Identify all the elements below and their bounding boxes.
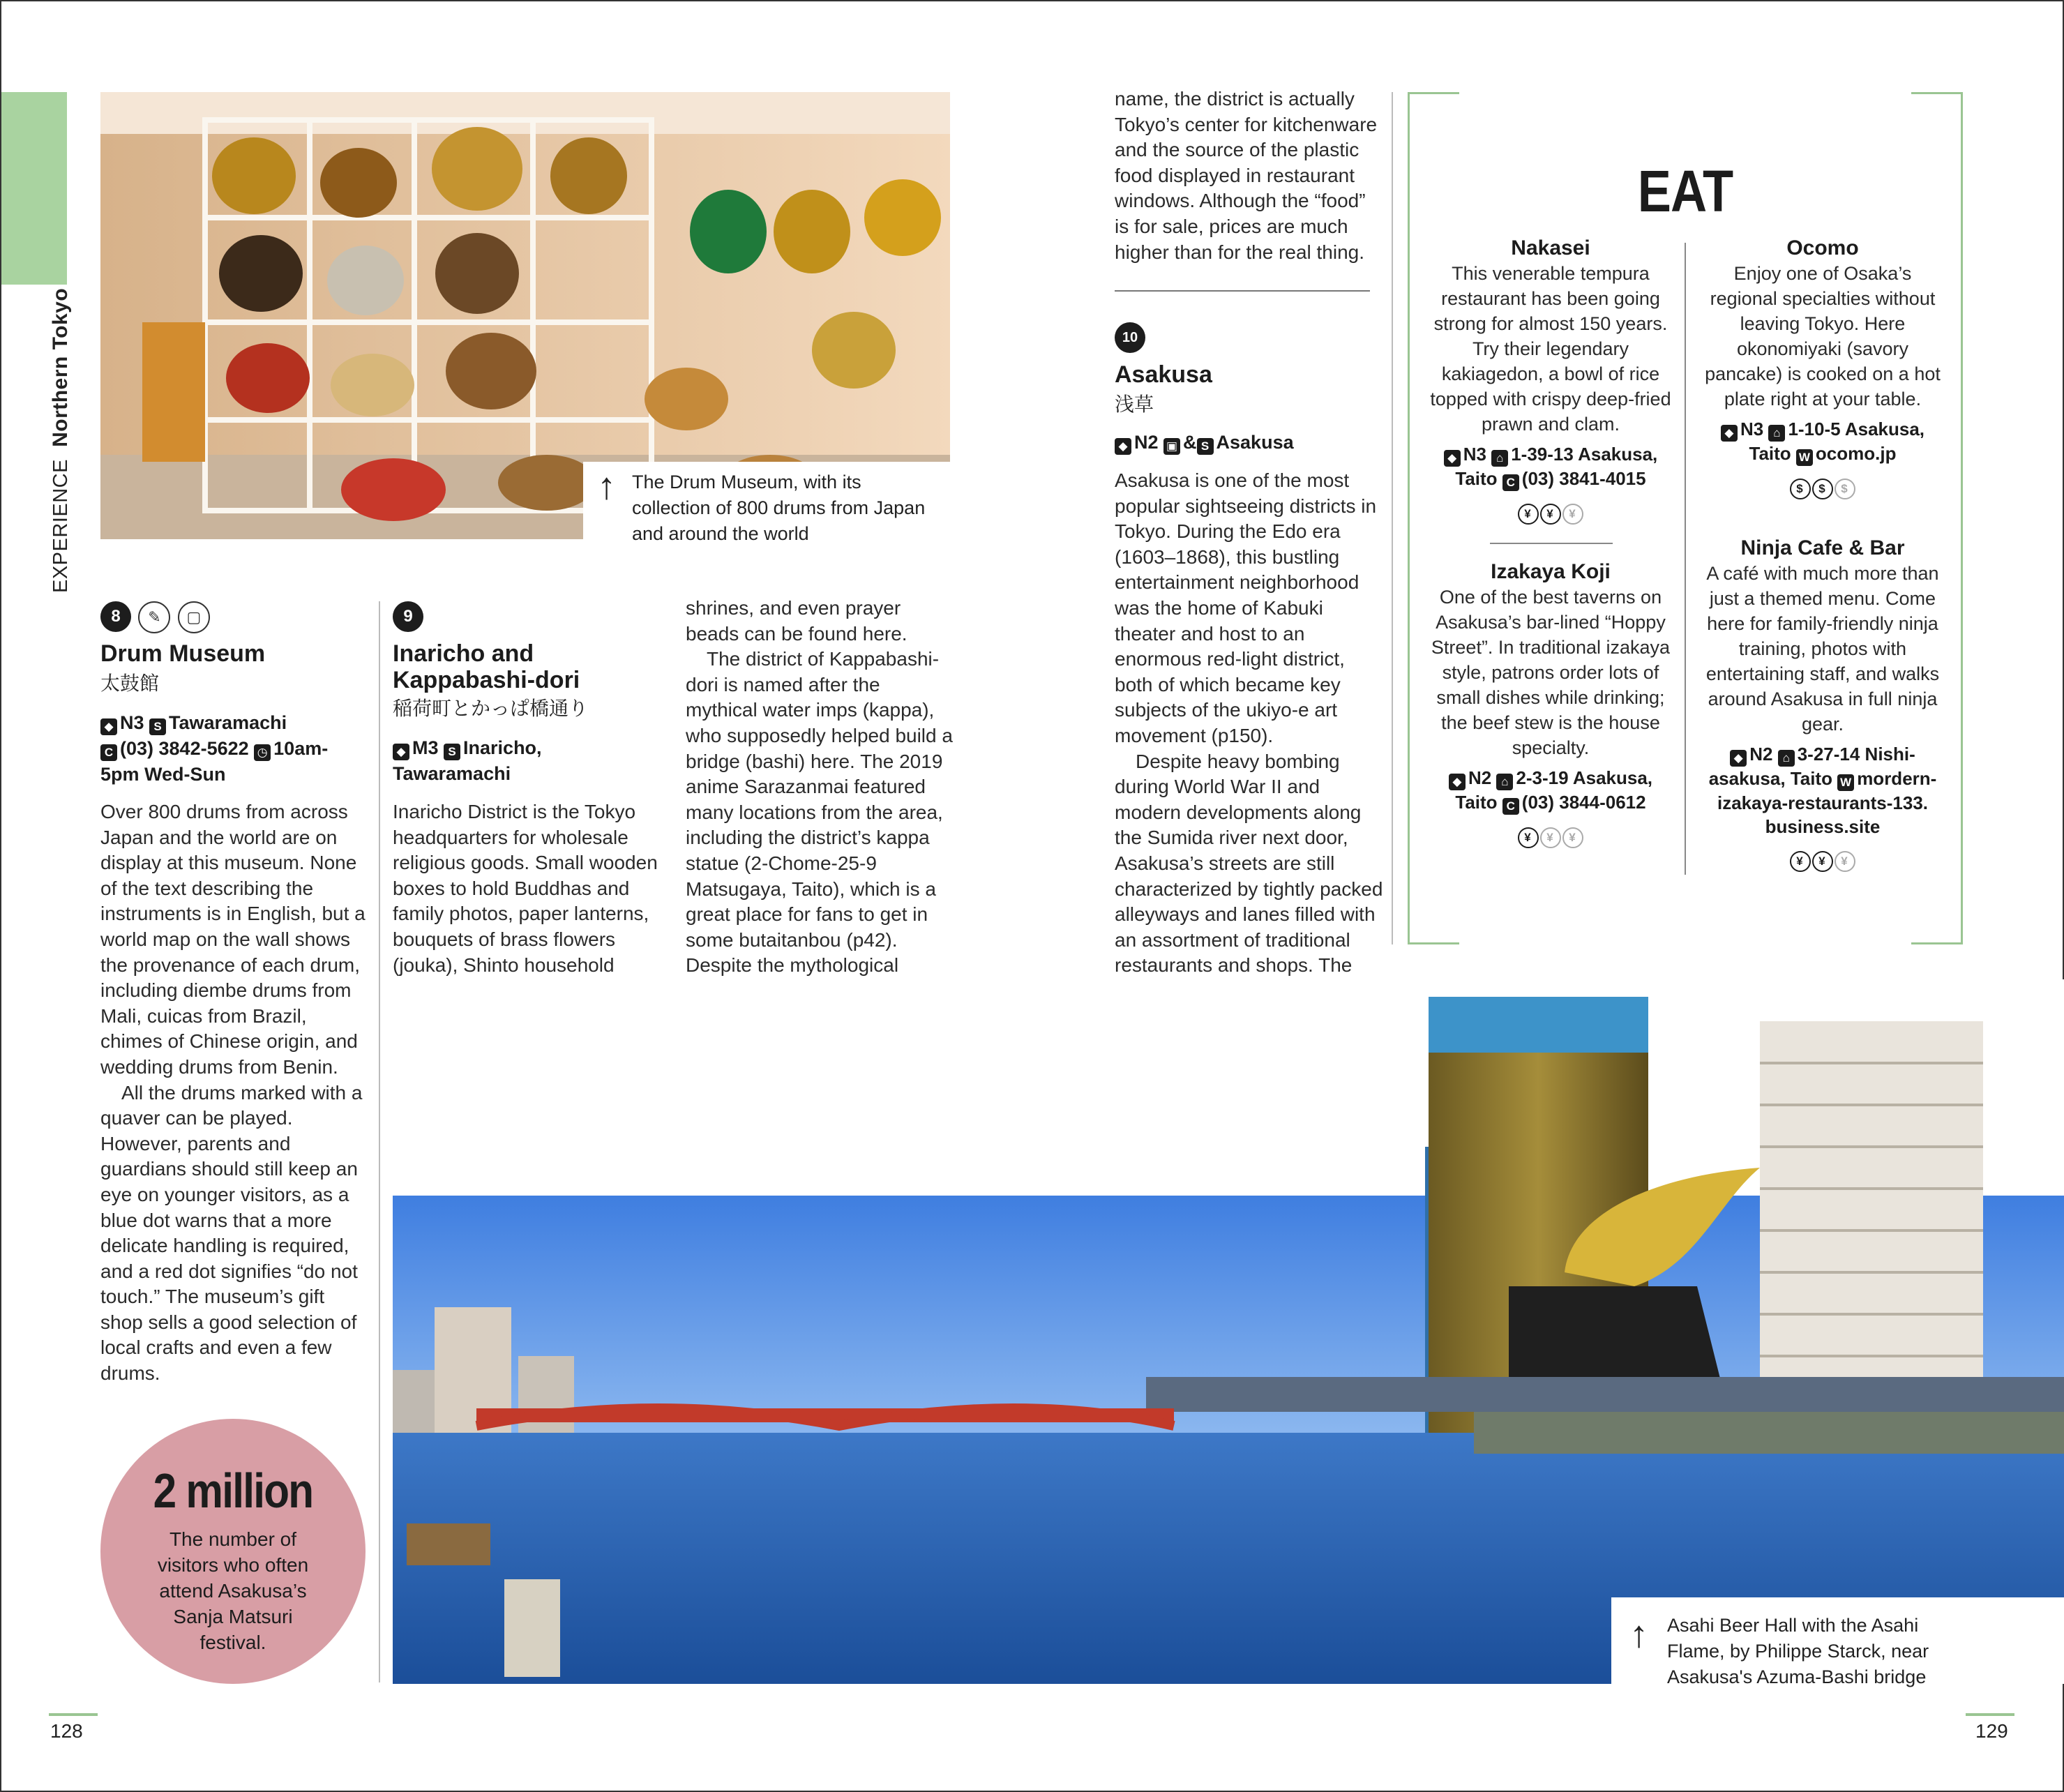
frame-tr <box>1911 92 1963 94</box>
entry-japanese: 太鼓館 <box>100 672 160 694</box>
address-icon: ⌂ <box>1768 425 1785 442</box>
restaurant-desc: Enjoy one of Osaka’s regional specialties without leaving Tokyo. Here okonomiyaki (savory pancake) is cooked on a hot plate right at your table. <box>1705 263 1941 409</box>
phone-icon: C <box>1502 474 1519 491</box>
map-ref: N3 <box>1463 444 1486 465</box>
paragraph: name, the district is actually Tokyo’s center for kitchenware and the source of the plastic food displayed in restaurant windows. Although the “food” is for sale, prices are much higher than for the real thing. <box>1115 88 1378 263</box>
hours-end: 5pm Wed-Sun <box>100 764 226 785</box>
website[interactable]: ocomo.jp <box>1815 443 1897 464</box>
ward: Taito <box>1749 443 1791 464</box>
restaurant-desc: One of the best taverns on Asakusa’s bar-lined “Hoppy Street”. In traditional izakaya style, patrons order lots of small dishes while drinking; the beef stew is the house specialty. <box>1431 587 1671 758</box>
map-pin-icon: ◆ <box>1721 425 1738 442</box>
stat-value: 2 million <box>153 1463 313 1518</box>
entry-number: 10 <box>1115 322 1145 353</box>
stat-circle <box>100 1419 366 1684</box>
restaurant-ocomo <box>1701 236 1945 499</box>
entry-title: Drum Museum <box>100 640 266 667</box>
map-pin-icon: ◆ <box>1115 438 1131 455</box>
section-rule <box>1115 290 1370 292</box>
page-rule-left <box>49 1713 98 1716</box>
price-rating <box>1701 848 1945 872</box>
entry-10-header <box>1115 322 1145 353</box>
restaurant-izakaya-koji <box>1429 559 1673 848</box>
price-on: ¥ <box>1812 851 1833 872</box>
drum-caption: The Drum Museum, with its collection of 800 drums from Japan and around the world <box>632 472 926 544</box>
frame-tl <box>1408 92 1459 94</box>
price-rating <box>1429 501 1673 525</box>
map-pin-icon: ◆ <box>1730 750 1747 767</box>
entry-title: Asakusa <box>1115 361 1212 388</box>
map-pin-icon: ◆ <box>1444 450 1461 467</box>
entry-number: 8 <box>100 601 131 632</box>
restaurant-nakasei <box>1429 236 1673 525</box>
entry-info <box>1115 430 1387 455</box>
restaurant-ninja-cafe <box>1701 536 1945 872</box>
website[interactable]: mordern- <box>1857 768 1937 789</box>
paragraph: Over 800 drums from across Japan and the world are on display at this museum. None of the text describing the instruments is in English, but a world map on the wall shows the provenance of each drum, including diembe drums from Mali, cuicas from Brazil, chimes of Chinese origin, and wedding drums from Benin. <box>100 801 366 1078</box>
frame-bl <box>1408 942 1459 944</box>
station: Tawaramachi <box>169 712 287 733</box>
paragraph: All the drums marked with a quaver can be played. However, parents and guardians should still keep an eye on younger visitors, as a blue dot warns that a more delicate handling is required, and a red dot signifies “do not touch.” The museum’s gift shop sells a good selection of local crafts and even a few drums. <box>100 1081 363 1385</box>
address-cont: asakusa, Taito <box>1708 768 1832 789</box>
eat-divider <box>1685 243 1686 875</box>
address: 2-3-19 Asakusa, <box>1516 767 1653 788</box>
restaurant-desc: This venerable tempura restaurant has been going strong for almost 150 years. Try their legendary kakiagedon, a bowl of rice topped with crispy deep-fried prawn and clam. <box>1430 263 1671 435</box>
entry-9-body-col2 <box>686 596 954 979</box>
page-number-left: 128 <box>50 1720 83 1742</box>
subway-icon: S <box>1197 438 1214 455</box>
subway-icon: S <box>444 744 460 760</box>
paragraph: Asakusa is one of the most popular sightseeing districts in Tokyo. During the Edo era (1603–1868), this bustling entertainment neighborhood was the home of Kabuki theater and host to an enormous red-light district, both of which became key subjects of the ukiyo-e art movement (p150). <box>1115 469 1377 746</box>
entry-9-body-col3 <box>1115 86 1383 265</box>
entry-info <box>393 735 665 787</box>
phone: (03) 3844-0612 <box>1521 792 1646 813</box>
price-rating <box>1701 476 1945 499</box>
train-icon: ▣ <box>1163 438 1180 455</box>
frame-left <box>1408 92 1410 944</box>
address: 1-10-5 Asakusa, <box>1788 419 1925 439</box>
station: Asakusa <box>1216 432 1294 453</box>
web-icon: W <box>1837 774 1854 791</box>
region-label: Northern Tokyo <box>49 287 72 447</box>
station: Tawaramachi <box>393 763 511 784</box>
map-pin-icon: ◆ <box>1449 774 1466 790</box>
ward: Taito <box>1455 468 1498 489</box>
restaurant-info <box>1429 766 1673 815</box>
restaurant-name: Ocomo <box>1786 236 1859 259</box>
price-off: ¥ <box>1562 827 1583 848</box>
paragraph: The district of Kappabashi-dori is named after the mythical water imps (kappa), who supposedly helped build a bridge (bashi) here. The 2019 anime Sarazanmai featured many locations from the area, including the district’s kappa statue (2-Chome-25-9 Matsugaya, Taito), which is a great place for fans to get in some butaitanbou (p42). Despite the mythological <box>686 648 953 977</box>
subway-icon: S <box>149 718 166 735</box>
entry-8-header <box>100 601 210 633</box>
price-on: $ <box>1790 479 1811 499</box>
section-label: EXPERIENCE <box>50 459 72 593</box>
ticket-icon: ✎ <box>138 601 170 633</box>
map-ref: M3 <box>412 737 439 758</box>
paragraph: Despite heavy bombing during World War II and modern developments along the Sumida river next door, Asakusa’s streets are still characterized by tightly packed alleyways and lanes filled with an assortment of traditional restaurants and shops. The <box>1115 750 1383 977</box>
restaurant-info <box>1701 417 1945 466</box>
price-on: ¥ <box>1790 851 1811 872</box>
restaurant-name: Izakaya Koji <box>1491 560 1611 583</box>
frame-right <box>1961 92 1963 944</box>
price-on: ¥ <box>1518 827 1539 848</box>
address-icon: ⌂ <box>1491 450 1508 467</box>
map-ref: N2 <box>1134 432 1159 453</box>
entry-8-body <box>100 799 366 1387</box>
hours-start: 10am- <box>273 738 329 759</box>
price-on: ¥ <box>1518 504 1539 525</box>
phone: (03) 3841-4015 <box>1521 468 1646 489</box>
phone-icon: C <box>100 744 117 761</box>
price-on: $ <box>1812 479 1833 499</box>
entry-9-body-col1 <box>393 799 661 978</box>
price-on: ¥ <box>1540 504 1561 525</box>
frame-br <box>1911 942 1963 944</box>
restaurant-info <box>1701 742 1945 838</box>
asahi-river-photo <box>393 979 2064 1684</box>
map-ref: N2 <box>1749 744 1773 765</box>
arrow-up-icon: ↑ <box>1629 1613 1648 1655</box>
shop-icon: ▢ <box>178 601 210 633</box>
clock-icon: ◷ <box>254 744 271 761</box>
website-cont[interactable]: izakaya-restaurants-133. <box>1717 792 1929 813</box>
arrow-up-icon: ↑ <box>597 465 616 507</box>
column-divider <box>1392 92 1393 944</box>
entry-japanese: 浅草 <box>1115 393 1154 415</box>
title-line: Inaricho and <box>393 640 534 667</box>
entry-info <box>100 710 372 788</box>
address: 3-27-14 Nishi- <box>1797 744 1915 765</box>
entry-9-header <box>393 601 423 632</box>
page-rule-right <box>1966 1713 2014 1716</box>
restaurant-desc: A café with much more than just a themed menu. Come here for family-friendly ninja training, photos with entertaining staff, and walks around Asakusa in full ninja gear. <box>1705 563 1940 735</box>
column-divider <box>379 601 380 1682</box>
chapter-tab <box>1 92 67 285</box>
website-cont[interactable]: business.site <box>1765 816 1881 837</box>
phone: (03) 3842-5622 <box>120 738 249 759</box>
map-ref: N2 <box>1468 767 1492 788</box>
map-ref: N3 <box>1740 419 1764 439</box>
price-rating <box>1429 825 1673 848</box>
web-icon: W <box>1796 449 1813 466</box>
and-sign: & <box>1183 432 1197 453</box>
price-off: $ <box>1835 479 1855 499</box>
restaurant-name: Ninja Cafe & Bar <box>1740 536 1905 559</box>
eat-rule <box>1490 543 1613 544</box>
chapter-label <box>49 288 73 593</box>
eat-heading: EAT <box>1637 158 1733 224</box>
entry-japanese: 稲荷町とかっぱ橋通り <box>393 698 589 719</box>
paragraph: shrines, and even prayer beads can be found here. <box>686 597 907 645</box>
phone-icon: C <box>1502 798 1519 815</box>
restaurant-info <box>1429 442 1673 491</box>
price-off: ¥ <box>1562 504 1583 525</box>
entry-title <box>393 640 580 693</box>
ward: Taito <box>1455 792 1498 813</box>
page-number-right: 129 <box>1975 1720 2008 1742</box>
address-icon: ⌂ <box>1778 750 1795 767</box>
station: Inaricho, <box>463 737 542 758</box>
map-ref: N3 <box>120 712 144 733</box>
paragraph: Inaricho District is the Tokyo headquarters for wholesale religious goods. Small wooden boxes to hold Buddhas and family photos, paper lanterns, bouquets of brass flowers (jouka), Shinto household <box>393 801 658 976</box>
stat-text: The number of visitors who often attend Asakusa’s Sanja Matsuri festival. <box>157 1528 309 1653</box>
price-off: ¥ <box>1835 851 1855 872</box>
address-icon: ⌂ <box>1496 774 1513 790</box>
title-line: Kappabashi-dori <box>393 667 580 693</box>
map-pin-icon: ◆ <box>100 718 117 735</box>
restaurant-name: Nakasei <box>1511 236 1590 259</box>
map-pin-icon: ◆ <box>393 744 409 760</box>
price-off: ¥ <box>1540 827 1561 848</box>
asahi-caption: Asahi Beer Hall with the Asahi Flame, by Philippe Starck, near Asakusa's Azuma-Bashi bridge <box>1667 1615 1929 1687</box>
entry-number: 9 <box>393 601 423 632</box>
address: 1-39-13 Asakusa, <box>1511 444 1658 465</box>
